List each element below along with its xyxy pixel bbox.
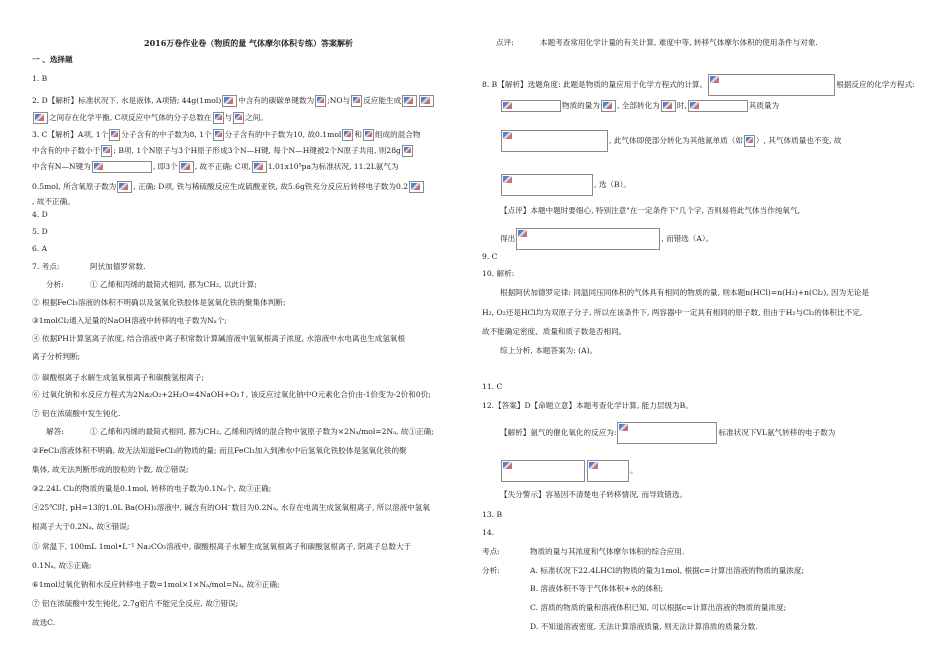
formula-image-icon <box>363 129 374 141</box>
answer-line: 4. D <box>32 210 48 219</box>
answer-line: 故不能确定密度、质量和质子数是否相同。 <box>482 327 627 336</box>
answer-line: 2. D【解析】标准状况下, 水是液体, A项错; 44g(1mol) 中含有的碳碳单键数为 ;NO与 反应能生成 <box>32 95 435 107</box>
formula-image-icon <box>33 112 48 124</box>
answer-line: 分析: <box>46 280 64 289</box>
answer-line: 9. C <box>482 252 498 261</box>
formula-image-icon <box>688 100 748 112</box>
answer-line: ⑤ 常温下, 100mL 1mol•L⁻¹ Na₂CO₃溶液中, 碳酸根离子水解生成氢氧根离子和碳酸氢根离子, 阴离子总数大于 <box>32 542 412 551</box>
answer-line: C. 溶质的物质的量和溶液体积已知, 可以根据c=计算出溶液的物质的量浓度; <box>530 603 787 612</box>
answer-line: 中含有的中子数小于 ; B项, 1个N原子与3个H原子形成3个N—H键, 每个N—H键被2个N原子共用, 则28g <box>32 145 414 157</box>
formula-image-icon <box>587 460 629 482</box>
answer-line: 7. 考点: <box>32 262 60 271</box>
formula-image-icon <box>222 95 237 107</box>
formula-image-icon <box>315 95 326 107</box>
formula-image-icon <box>213 112 224 124</box>
formula-image-icon <box>501 100 561 112</box>
answer-line: 根离子大于0.2Nₐ, 故④错误; <box>32 522 130 531</box>
formula-image-icon <box>601 100 616 112</box>
formula-image-icon <box>92 161 152 173</box>
formula-image-icon <box>744 135 755 147</box>
formula-image-icon <box>351 95 362 107</box>
answer-line: 1. B <box>32 74 48 83</box>
formula-image-icon <box>179 161 194 173</box>
answer-line: 之间存在化学平衡, C项反应中气体的分子总数在 与 之间。 <box>32 112 268 124</box>
answer-line: 解答: <box>46 427 64 436</box>
formula-image-icon <box>617 422 717 444</box>
answer-line: ② 根据FeCl₃溶液的体积不明确以及氢氧化铁胶体是氢氧化铁的聚集体判断; <box>32 298 286 307</box>
answer-line: ⑦ 铝在浓硫酸中发生钝化. <box>32 409 121 418</box>
answer-line: ⑦ 铝在浓硫酸中发生钝化, 2.7g铝片不能完全反应, 故⑦错误; <box>32 599 239 608</box>
answer-line: 物质的量与其浓度和气体摩尔体积的综合应用. <box>530 547 685 556</box>
answer-line: 综上分析, 本题答案为: (A)。 <box>500 346 598 355</box>
answer-line: 10. 解析: <box>482 269 515 278</box>
answer-line: 中含有N—N键为 , 即3个 , 故不正确; C项, 1.01x10⁵pa为标准状况, 11.2L氨气为 <box>32 162 399 171</box>
answer-line: ⑤ 碳酸根离子水解生成氢氧根离子和碳酸氢根离子; <box>32 373 205 382</box>
answer-line: , 故不正确。 <box>32 197 75 206</box>
answer-line: ① 乙烯和丙烯的最简式相同, 都为CH₂, 以此计算; <box>90 280 257 289</box>
answer-line: ⑥1mol过氧化钠和水反应转移电子数=1mol×1×Nₐ/mol=Nₐ, 故⑥正确; <box>32 580 280 589</box>
formula-image-icon <box>402 145 413 157</box>
answer-line: 6. A <box>32 244 48 253</box>
answer-line: 点评: <box>496 38 514 47</box>
answer-line: 【解析】氨气的催化氧化的反应为: 标准状况下VL氨气转移的电子数为 <box>500 422 835 444</box>
answer-line: , 此气体即使部分转化为其他氮单质（如 ）, 其气体质量也不变, 故 <box>500 130 842 152</box>
answer-line: ③1molCl₂通入足量的NaOH溶液中转移的电子数为Nₐ个; <box>32 316 227 325</box>
answer-line: 集体, 故无法判断形成的胶粒的个数, 故②错误; <box>32 465 189 474</box>
document-title: 2016万卷作业卷（物质的量 气体摩尔体积专练）答案解析 <box>144 38 354 48</box>
answer-line: 12.【答案】D【命题立意】本题考查化学计算, 能力层级为B。 <box>482 401 693 410</box>
answer-line: , 选（B）。 <box>500 174 631 196</box>
answer-line: 阿伏加德罗常数. <box>90 262 146 271</box>
formula-image-icon <box>252 161 267 173</box>
formula-image-icon <box>402 95 417 107</box>
formula-image-icon <box>501 174 593 196</box>
answer-line: 11. C <box>482 382 503 391</box>
answer-line: ④25℃时, pH=13的1.0L Ba(OH)₂溶液中, 碱含有的OH⁻数目为0.2Nₐ, 水存在电离生成氢氧根离子, 所以溶液中氢氧 <box>32 503 430 512</box>
formula-image-icon <box>233 112 244 124</box>
formula-image-icon <box>342 129 353 141</box>
answer-line: 根据阿伏加德罗定律: 同温同压同体积的气体具有相同的物质的量, 则本题n(HCl)=n(H₂)+n(Cl₂), 因为无论是 <box>500 288 869 297</box>
answer-line: ③2.24L Cl₂的物质的量是0.1mol, 转移的电子数为0.1Nₐ个, 故③正确; <box>32 484 272 493</box>
answer-line: 。 <box>500 460 638 482</box>
formula-image-icon <box>109 129 120 141</box>
answer-line: 本题考查常用化学计量的有关计算, 难度中等, 转移气体摩尔体积的使用条件与对象. <box>540 38 818 47</box>
answer-line: 【失分警示】容易因不清楚电子转移情况, 而导致错选。 <box>500 490 688 499</box>
answer-line: A. 标准状况下22.4LHCl的物质的量为1mol, 根据c=计算出溶液的物质的量浓度; <box>530 566 804 575</box>
answer-line: 14. <box>482 528 495 537</box>
formula-image-icon <box>117 181 132 193</box>
formula-image-icon <box>516 228 660 250</box>
formula-image-icon <box>409 181 424 193</box>
answer-line: ⑥ 过氧化钠和水反应方程式为2Na₂O₂+2H₂O=4NaOH+O₂↑, 该反应过氧化钠中O元素化合价由-1价变为-2价和0价; <box>32 390 431 399</box>
answer-line: 0.1Nₐ, 故⑤正确; <box>32 561 92 570</box>
answer-line: 物质的量为 , 全部转化为 时, 其质量为 <box>500 100 779 112</box>
answer-line: 考点: <box>482 547 500 556</box>
formula-image-icon <box>661 100 676 112</box>
answer-line: 8. B【解析】选题角度: 此题是物质的量应用于化学方程式的计算。 根据反应的化学方程式: <box>482 74 915 96</box>
answer-line: 3. C【解析】A项, 1个 分子含有的中子数为8, 1个 分子含有的中子数为10, 故0.1mol 和 组成的混合物 <box>32 130 421 139</box>
answer-line: H₂, O₂还是HCl均为双原子分子, 所以在该条件下, 两容器中一定具有相同的原子数, 但由于H₂与Cl₂的体积比不定, <box>482 308 863 317</box>
formula-image-icon <box>708 74 835 96</box>
answer-line: B. 溶液体积不等于气体体积+水的体积; <box>530 584 664 593</box>
answer-line: D. 不知道溶液密度, 无法计算溶液质量, 则无法计算溶质的质量分数. <box>530 622 758 631</box>
answer-line: ②FeCl₃溶液体积不明确, 故无法知道FeCl₃的物质的量; 而且FeCl₃加入到沸水中后氢氧化铁胶体是氢氧化铁的聚 <box>32 446 407 455</box>
answer-line: 【点评】本题中题时要细心, 特别注意"在一定条件下"几个字, 否则易将此气体当作纯氧气, <box>500 206 801 215</box>
formula-image-icon <box>501 460 585 482</box>
answer-line: 离子分析判断; <box>32 352 81 361</box>
formula-image-icon <box>419 95 434 107</box>
answer-line: 13. B <box>482 510 503 519</box>
answer-line: 0.5mol, 所含氧原子数为 , 正确; D项, 铁与稀硫酸反应生成硫酸亚铁, 故5.6g铁充分反应后转移电子数为0.2 <box>32 181 425 193</box>
answer-line: ① 乙烯和丙烯的最简式相同, 都为CH₂, 乙烯和丙烯的混合物中氢原子数为×2Nₐ/mol=2Nₐ, 故①正确; <box>90 427 434 436</box>
answer-line: 得出 , 而错选（A）。 <box>500 228 713 250</box>
answer-line: ④ 依据PH计算氢离子浓度, 结合溶液中离子积常数计算碱溶液中氢氧根离子浓度, 水溶液中水电离也生成氢氧根 <box>32 334 406 343</box>
formula-image-icon <box>101 145 112 157</box>
answer-line: 5. D <box>32 227 48 236</box>
answer-line: 故选C. <box>32 618 56 627</box>
formula-image-icon <box>213 129 224 141</box>
section-heading: 一 、选择题 <box>32 55 73 64</box>
formula-image-icon <box>501 130 608 152</box>
answer-line: 分析: <box>482 566 500 575</box>
